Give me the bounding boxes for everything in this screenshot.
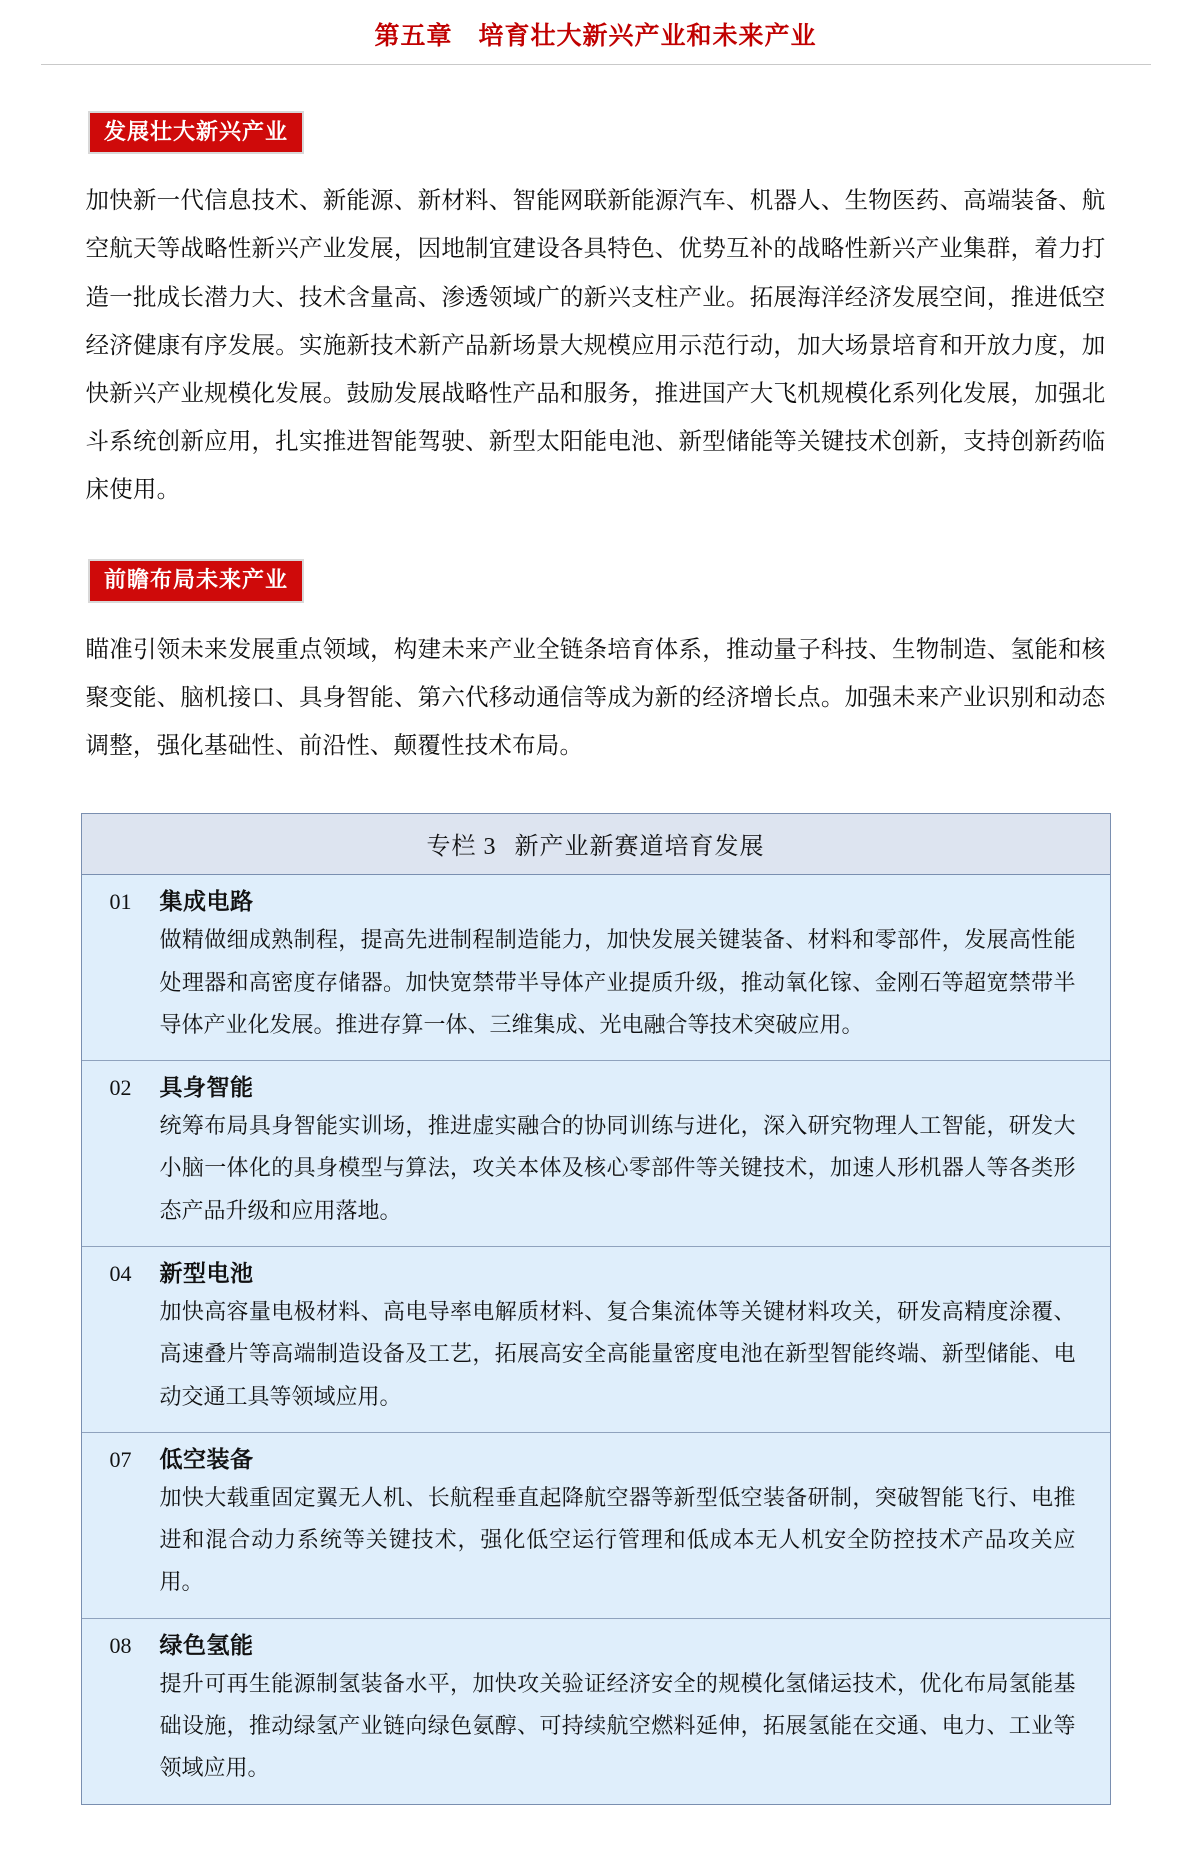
list-item-text: 统筹布局具身智能实训场，推进虚实融合的协同训练与进化，深入研究物理人工智能，研发大小脑一体化的具身模型与算法，攻关本体及核心零部件等关键技术，加速人形机器人等各类形态产品升级和应用落地。 — [159, 1113, 1076, 1223]
feature-box-header-title: 新产业新赛道培育发展 — [514, 834, 765, 861]
list-item-title: 集成电路 — [159, 888, 254, 915]
list-item-body — [160, 1629, 1110, 1790]
section-tag-2: 前瞻布局未来产业 — [88, 559, 304, 602]
list-item-body — [160, 1257, 1110, 1418]
list-item — [82, 1619, 1110, 1804]
list-item-title: 低空装备 — [159, 1445, 254, 1472]
list-item-text: 提升可再生能源制氢装备水平，加快攻关验证经济安全的规模化氢储运技术，优化布局氢能基础设施，推动绿氢产业链向绿色氨醇、可持续航空燃料延伸，拓展氢能在交通、电力、工业等领域应用。 — [159, 1670, 1076, 1781]
section-paragraph-1: 加快新一代信息技术、新能源、新材料、智能网联新能源汽车、机器人、生物医药、高端装备、航空航天等战略性新兴产业发展，因地制宜建设各具特色、优势互补的战略性新兴产业集群，着力打造一批成长潜力大、技术含量高、渗透领域广的新兴支柱产业。拓展海洋经济发展空间，推进低空经济健康有序发展。实施新技术新产品新场景大规模应用示范行动，加大场景培育和开放力度，加快新兴产业规模化发展。鼓励发展战略性产品和服务，推进国产大飞机规模化系列化发展，加强北斗系统创新应用，扎实推进智能驾驶、新型太阳能电池、新型储能等关键技术创新，支持创新药临床使用。 — [85, 187, 1106, 503]
list-item-number: 04 — [109, 1260, 132, 1286]
page-title: 第五章 培育壮大新兴产业和未来产业 — [374, 22, 817, 50]
list-item-title: 新型电池 — [159, 1259, 254, 1286]
feature-box — [81, 813, 1111, 1804]
list-item-body — [160, 1071, 1110, 1232]
list-item-text: 加快大载重固定翼无人机、长航程垂直起降航空器等新型低空装备研制，突破智能飞行、电推进和混合动力系统等关键技术，强化低空运行管理和低成本无人机安全防控技术产品攻关应用。 — [159, 1484, 1076, 1595]
list-item-body — [160, 885, 1110, 1046]
list-item-title: 绿色氢能 — [159, 1631, 254, 1658]
section-paragraph-2: 瞄准引领未来发展重点领域，构建未来产业全链条培育体系，推动量子科技、生物制造、氢能和核聚变能、脑机接口、具身智能、第六代移动通信等成为新的经济增长点。加强未来产业识别和动态调整，强化基础性、前沿性、颠覆性技术布局。 — [85, 635, 1106, 758]
list-item-number: 01 — [109, 889, 132, 915]
section-tag-1: 发展壮大新兴产业 — [88, 111, 304, 154]
section-heading-wrap-1 — [0, 111, 1191, 154]
list-item-body — [160, 1443, 1110, 1604]
list-item-text: 做精做细成熟制程，提高先进制程制造能力，加快发展关键装备、材料和零部件，发展高性能处理器和高密度存储器。加快宽禁带半导体产业提质升级，推动氧化镓、金刚石等超宽禁带半导体产业化发展。推进存算一体、三维集成、光电融合等技术突破应用。 — [159, 927, 1076, 1037]
list-item — [82, 875, 1110, 1061]
section-heading-wrap-2 — [0, 559, 1191, 602]
list-item — [82, 1247, 1110, 1433]
title-divider — [41, 64, 1151, 65]
feature-box-header — [82, 814, 1110, 875]
list-item-number: 07 — [109, 1446, 132, 1472]
feature-box-header-label: 专栏 3 — [426, 834, 497, 861]
list-item — [82, 1061, 1110, 1247]
list-item-text: 加快高容量电极材料、高电导率电解质材料、复合集流体等关键材料攻关，研发高精度涂覆、高速叠片等高端制造设备及工艺，拓展高安全高能量密度电池在新型智能终端、新型储能、电动交通工具等领域应用。 — [159, 1299, 1076, 1409]
list-item-number: 02 — [109, 1074, 132, 1100]
list-item-title: 具身智能 — [159, 1073, 254, 1100]
list-item — [82, 1433, 1110, 1619]
list-item-number: 08 — [109, 1632, 132, 1658]
